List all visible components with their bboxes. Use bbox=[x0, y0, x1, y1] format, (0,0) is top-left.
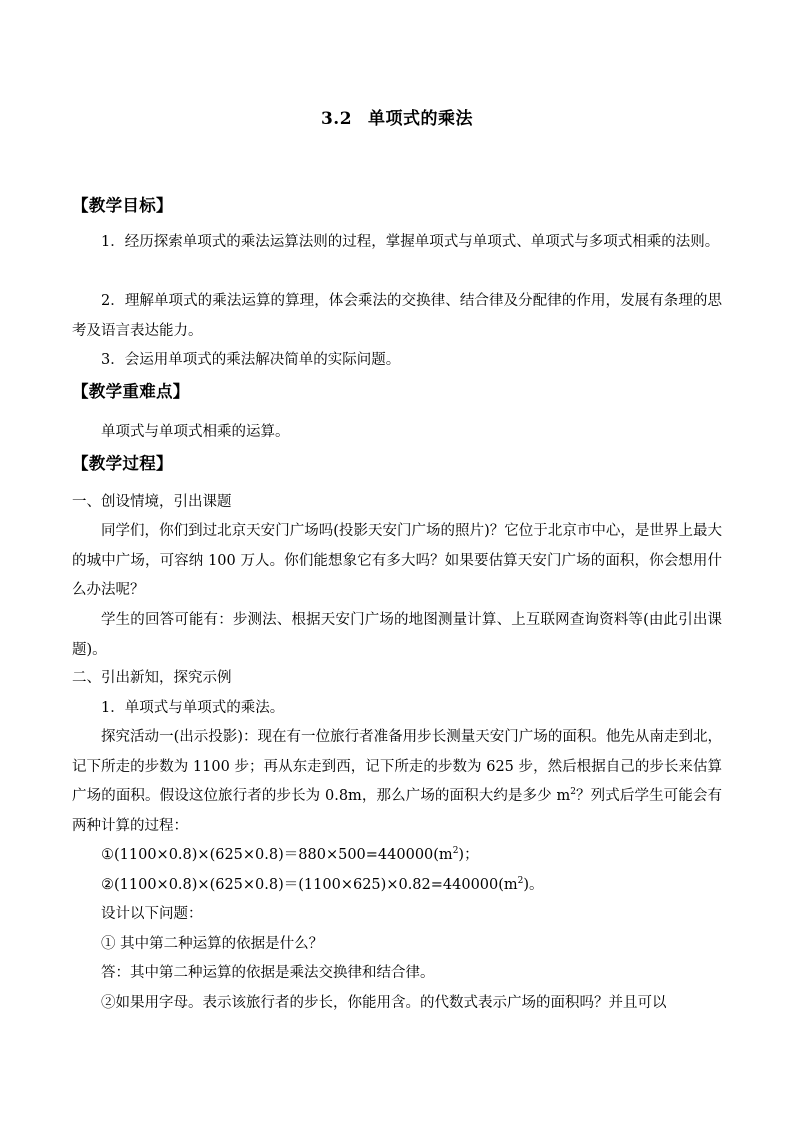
objective-item-3: 3．会运用单项式的乘法解决简单的实际问题。 bbox=[101, 352, 401, 368]
process-part2-subheading: 1．单项式与单项式的乘法。 bbox=[101, 700, 285, 716]
title-number: 3.2 bbox=[320, 109, 353, 129]
activity-superscript: 2 bbox=[570, 787, 576, 798]
calc1-text-a: ①(1100×0.8)×(625×0.8)＝880×500=440000(m bbox=[101, 847, 453, 863]
calculation-1 bbox=[72, 841, 722, 871]
section-heading-key-points: 【教学重难点】 bbox=[72, 382, 190, 401]
title-text: 单项式的乘法 bbox=[368, 109, 474, 129]
page-title bbox=[72, 104, 722, 129]
section-heading-process: 【教学过程】 bbox=[72, 454, 173, 473]
calc2-text-a: ②(1100×0.8)×(625×0.8)＝(1100×625)×0.82=440000(m bbox=[101, 877, 518, 893]
calc2-text-b: )。 bbox=[523, 877, 544, 893]
activity-text-a: 探究活动一(出示投影)：现在有一位旅行者准备用步长测量天安门广场的面积。他先从南走到北，记下所走的步数为 1100 步；再从东走到西，记下所走的步数为 625 步，然后根据自己的步长来估算广场的面积。假设这位旅行者的步长为 0.8m，那么广场的面积大约是多少 m bbox=[72, 729, 722, 804]
activity-text-b: ？列式后学生可能会有两种计算的过程： bbox=[72, 788, 722, 834]
question-2: ②如果用字母。表示该旅行者的步长，你能用含。的代数式表示广场的面积吗？并且可以 bbox=[101, 995, 667, 1011]
process-part1-paragraph-1: 同学们，你们到过北京天安门广场吗(投影天安门广场的照片)？它位于北京市中心，是世界上最大的城中广场，可容纳 100 万人。你们能想象它有多大吗？如果要估算天安门广场的面积，你会想用什么办法呢？ bbox=[72, 523, 722, 598]
calculation-2 bbox=[72, 871, 722, 901]
answer-1: 答：其中第二种运算的依据是乘法交换律和结合律。 bbox=[101, 965, 435, 981]
design-questions-intro: 设计以下问题： bbox=[101, 906, 203, 922]
process-part1-heading: 一、创设情境，引出课题 bbox=[72, 494, 232, 510]
question-1: ① 其中第二种运算的依据是什么？ bbox=[101, 936, 324, 952]
key-point-text: 单项式与单项式相乘的运算。 bbox=[101, 424, 290, 440]
objective-item-1: 1．经历探索单项式的乘法运算法则的过程，掌握单项式与单项式、单项式与多项式相乘的法则。 bbox=[101, 234, 720, 250]
calc1-superscript: 2 bbox=[452, 846, 459, 857]
section-heading-objectives: 【教学目标】 bbox=[72, 196, 173, 215]
process-part1-paragraph-2: 学生的回答可能有：步测法、根据天安门广场的地图测量计算、上互联网查询资料等(由此引出课题)。 bbox=[72, 612, 722, 658]
process-activity-paragraph bbox=[72, 723, 722, 841]
calc1-text-b: )； bbox=[458, 847, 479, 863]
calc2-superscript: 2 bbox=[517, 876, 524, 887]
process-part2-heading: 二、引出新知，探究示例 bbox=[72, 670, 232, 686]
objective-item-2: 2．理解单项式的乘法运算的算理，体会乘法的交换律、结合律及分配律的作用，发展有条理的思考及语言表达能力。 bbox=[72, 293, 722, 339]
